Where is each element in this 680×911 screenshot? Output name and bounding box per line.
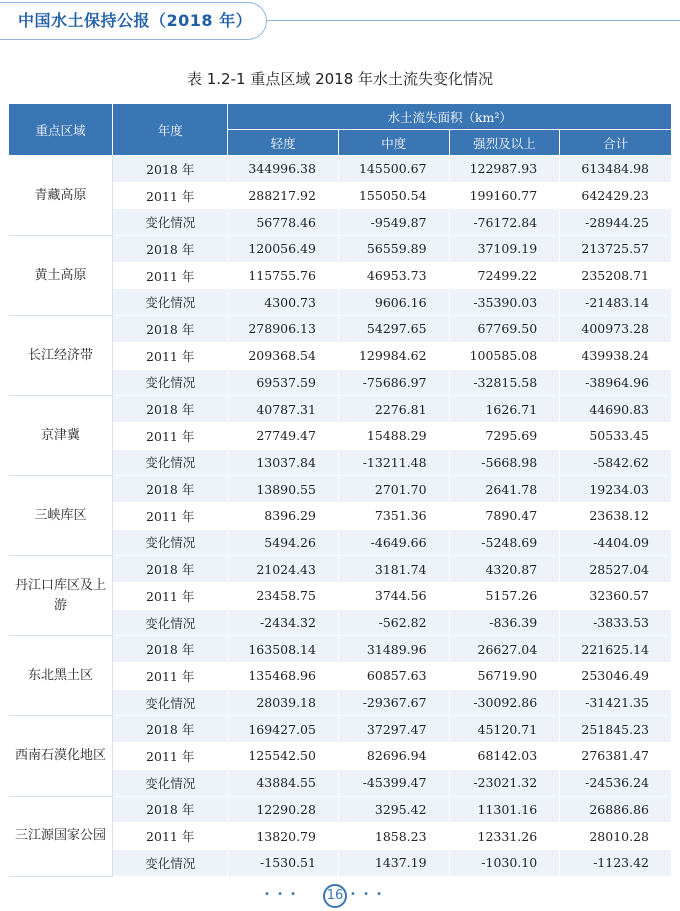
year-cell: 变化情况 [113, 209, 228, 236]
value-cell: -4404.09 [560, 529, 672, 556]
value-cell: 13820.79 [228, 823, 339, 850]
value-cell: 120056.49 [228, 236, 339, 263]
year-cell: 2018 年 [113, 556, 228, 583]
value-cell: 7890.47 [449, 502, 560, 529]
value-cell: 72499.22 [449, 262, 560, 289]
value-cell: -38964.96 [560, 369, 672, 396]
region-name-cell: 西南石漠化地区 [9, 716, 113, 796]
footer-dots-right: • • • [350, 889, 385, 900]
value-cell: 60857.63 [338, 663, 449, 690]
value-cell: -4649.66 [338, 529, 449, 556]
value-cell: 69537.59 [228, 369, 339, 396]
value-cell: 11301.16 [449, 796, 560, 823]
col-header-region: 重点区域 [9, 104, 113, 156]
value-cell: 199160.77 [449, 182, 560, 209]
value-cell: 45120.71 [449, 716, 560, 743]
value-cell: 31489.96 [338, 636, 449, 663]
value-cell: 209368.54 [228, 342, 339, 369]
value-cell: -2434.32 [228, 609, 339, 636]
year-cell: 2018 年 [113, 636, 228, 663]
value-cell: -562.82 [338, 609, 449, 636]
value-cell: 163508.14 [228, 636, 339, 663]
value-cell: 26886.86 [560, 796, 672, 823]
value-cell: 32360.57 [560, 583, 672, 610]
value-cell: 67769.50 [449, 316, 560, 343]
year-cell: 2011 年 [113, 182, 228, 209]
value-cell: -5842.62 [560, 449, 672, 476]
value-cell: -28944.25 [560, 209, 672, 236]
value-cell: -21483.14 [560, 289, 672, 316]
value-cell: 13037.84 [228, 449, 339, 476]
value-cell: 82696.94 [338, 743, 449, 770]
value-cell: 278906.13 [228, 316, 339, 343]
value-cell: -32815.58 [449, 369, 560, 396]
value-cell: 213725.57 [560, 236, 672, 263]
region-name-cell: 三江源国家公园 [9, 796, 113, 876]
value-cell: 2276.81 [338, 396, 449, 423]
value-cell: 54297.65 [338, 316, 449, 343]
year-cell: 2018 年 [113, 236, 228, 263]
footer-dots-left: • • • [264, 889, 299, 900]
value-cell: 642429.23 [560, 182, 672, 209]
year-cell: 变化情况 [113, 609, 228, 636]
year-cell: 2011 年 [113, 342, 228, 369]
value-cell: 15488.29 [338, 422, 449, 449]
value-cell: -9549.87 [338, 209, 449, 236]
value-cell: 145500.67 [338, 156, 449, 183]
page-header [0, 0, 680, 42]
value-cell: 5157.26 [449, 583, 560, 610]
value-cell: -23021.32 [449, 769, 560, 796]
year-cell: 变化情况 [113, 449, 228, 476]
value-cell: 9606.16 [338, 289, 449, 316]
page-number: 16 [323, 884, 347, 908]
value-cell: 37297.47 [338, 716, 449, 743]
year-cell: 变化情况 [113, 849, 228, 876]
value-cell: 28010.28 [560, 823, 672, 850]
value-cell: -29367.67 [338, 689, 449, 716]
year-cell: 2018 年 [113, 156, 228, 183]
year-cell: 2011 年 [113, 823, 228, 850]
value-cell: 1437.19 [338, 849, 449, 876]
region-name-cell: 丹江口库区及上游 [9, 556, 113, 636]
year-cell: 2018 年 [113, 396, 228, 423]
value-cell: 235208.71 [560, 262, 672, 289]
value-cell: 221625.14 [560, 636, 672, 663]
value-cell: 135468.96 [228, 663, 339, 690]
table-row [9, 556, 672, 583]
value-cell: 2641.78 [449, 476, 560, 503]
value-cell: 68142.03 [449, 743, 560, 770]
year-cell: 2018 年 [113, 796, 228, 823]
value-cell: 12290.28 [228, 796, 339, 823]
value-cell: -24536.24 [560, 769, 672, 796]
soil-erosion-table [9, 104, 672, 877]
value-cell: 253046.49 [560, 663, 672, 690]
value-cell: 439938.24 [560, 342, 672, 369]
year-cell: 变化情况 [113, 689, 228, 716]
value-cell: -45399.47 [338, 769, 449, 796]
table-row [9, 636, 672, 663]
value-cell: -5668.98 [449, 449, 560, 476]
value-cell: 4320.87 [449, 556, 560, 583]
year-cell: 2018 年 [113, 316, 228, 343]
value-cell: -35390.03 [449, 289, 560, 316]
region-name-cell: 长江经济带 [9, 316, 113, 396]
year-cell: 2018 年 [113, 716, 228, 743]
value-cell: -1123.42 [560, 849, 672, 876]
value-cell: 5494.26 [228, 529, 339, 556]
table-row [9, 476, 672, 503]
year-cell: 2011 年 [113, 422, 228, 449]
value-cell: -3833.53 [560, 609, 672, 636]
value-cell: 125542.50 [228, 743, 339, 770]
page-footer [0, 884, 680, 908]
value-cell: 4300.73 [228, 289, 339, 316]
value-cell: 56559.89 [338, 236, 449, 263]
value-cell: 23638.12 [560, 502, 672, 529]
value-cell: -836.39 [449, 609, 560, 636]
table-caption: 表 1.2-1 重点区域 2018 年水土流失变化情况 [186, 70, 494, 88]
year-cell: 2011 年 [113, 743, 228, 770]
value-cell: -1530.51 [228, 849, 339, 876]
year-cell: 2011 年 [113, 262, 228, 289]
col-header-erosion-area: 水土流失面积（km²） [228, 104, 672, 130]
table-row [9, 316, 672, 343]
value-cell: 27749.47 [228, 422, 339, 449]
value-cell: -75686.97 [338, 369, 449, 396]
value-cell: 100585.08 [449, 342, 560, 369]
col-header-severe: 强烈及以上 [449, 130, 560, 156]
value-cell: 7295.69 [449, 422, 560, 449]
header-title: 中国水土保持公报（2018 年） [18, 11, 253, 30]
table-row [9, 156, 672, 183]
table-row [9, 796, 672, 823]
value-cell: 8396.29 [228, 502, 339, 529]
value-cell: 56719.90 [449, 663, 560, 690]
year-cell: 变化情况 [113, 289, 228, 316]
year-cell: 2011 年 [113, 663, 228, 690]
value-cell: 115755.76 [228, 262, 339, 289]
value-cell: 23458.75 [228, 583, 339, 610]
value-cell: -13211.48 [338, 449, 449, 476]
region-name-cell: 青藏高原 [9, 156, 113, 236]
value-cell: -31421.35 [560, 689, 672, 716]
col-header-total: 合计 [560, 130, 672, 156]
table-row [9, 716, 672, 743]
value-cell: 3295.42 [338, 796, 449, 823]
value-cell: 40787.31 [228, 396, 339, 423]
value-cell: 28527.04 [560, 556, 672, 583]
value-cell: 288217.92 [228, 182, 339, 209]
col-header-year: 年度 [113, 104, 228, 156]
year-cell: 变化情况 [113, 529, 228, 556]
value-cell: 37109.19 [449, 236, 560, 263]
table-head [9, 104, 672, 156]
year-cell: 2018 年 [113, 476, 228, 503]
value-cell: 21024.43 [228, 556, 339, 583]
value-cell: 43884.55 [228, 769, 339, 796]
value-cell: 251845.23 [560, 716, 672, 743]
value-cell: -76172.84 [449, 209, 560, 236]
value-cell: 276381.47 [560, 743, 672, 770]
value-cell: 129984.62 [338, 342, 449, 369]
value-cell: 122987.93 [449, 156, 560, 183]
value-cell: 13890.55 [228, 476, 339, 503]
year-cell: 变化情况 [113, 769, 228, 796]
header-rule [266, 20, 680, 21]
value-cell: 46953.73 [338, 262, 449, 289]
value-cell: -1030.10 [449, 849, 560, 876]
table-body [9, 156, 672, 877]
value-cell: 7351.36 [338, 502, 449, 529]
value-cell: 44690.83 [560, 396, 672, 423]
col-header-mild: 轻度 [228, 130, 339, 156]
value-cell: 26627.04 [449, 636, 560, 663]
value-cell: 19234.03 [560, 476, 672, 503]
value-cell: 3744.56 [338, 583, 449, 610]
year-cell: 2011 年 [113, 502, 228, 529]
value-cell: -5248.69 [449, 529, 560, 556]
region-name-cell: 黄土高原 [9, 236, 113, 316]
table-row [9, 236, 672, 263]
region-name-cell: 三峡库区 [9, 476, 113, 556]
value-cell: -30092.86 [449, 689, 560, 716]
value-cell: 155050.54 [338, 182, 449, 209]
value-cell: 613484.98 [560, 156, 672, 183]
table-row [9, 396, 672, 423]
value-cell: 169427.05 [228, 716, 339, 743]
value-cell: 12331.26 [449, 823, 560, 850]
value-cell: 28039.18 [228, 689, 339, 716]
value-cell: 400973.28 [560, 316, 672, 343]
year-cell: 2011 年 [113, 583, 228, 610]
value-cell: 56778.46 [228, 209, 339, 236]
value-cell: 1858.23 [338, 823, 449, 850]
value-cell: 1626.71 [449, 396, 560, 423]
region-name-cell: 京津冀 [9, 396, 113, 476]
region-name-cell: 东北黑土区 [9, 636, 113, 716]
value-cell: 50533.45 [560, 422, 672, 449]
value-cell: 2701.70 [338, 476, 449, 503]
col-header-moderate: 中度 [338, 130, 449, 156]
year-cell: 变化情况 [113, 369, 228, 396]
value-cell: 3181.74 [338, 556, 449, 583]
value-cell: 344996.38 [228, 156, 339, 183]
